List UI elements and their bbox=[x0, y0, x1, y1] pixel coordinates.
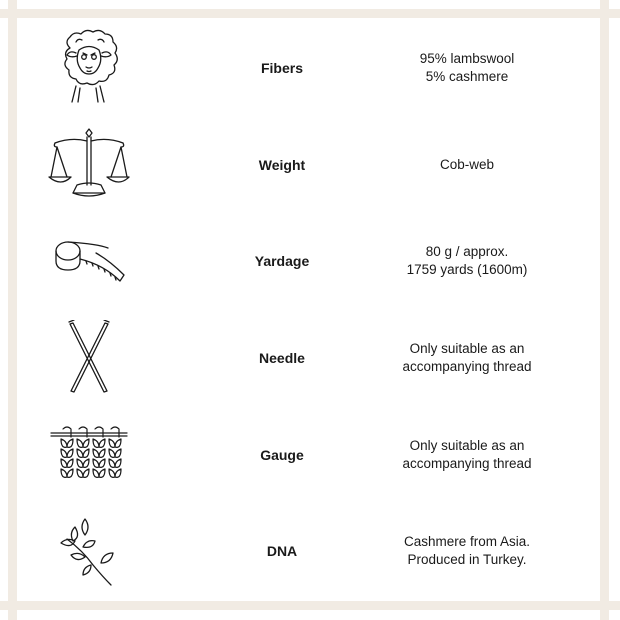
spec-value bbox=[382, 407, 552, 503]
spec-value bbox=[382, 117, 552, 213]
spec-label: Weight bbox=[258, 157, 306, 173]
spec-value-line: 80 g / approx. bbox=[425, 244, 509, 259]
spec-row-needle bbox=[17, 310, 600, 406]
knitting-needles-icon bbox=[47, 310, 131, 406]
spec-label: Fibers bbox=[260, 60, 303, 76]
frame-bottom-border bbox=[0, 601, 620, 610]
spec-value bbox=[382, 213, 552, 309]
spec-value-line: 1759 yards (1600m) bbox=[406, 262, 528, 277]
leaf-branch-icon bbox=[47, 503, 131, 599]
spec-value bbox=[382, 310, 552, 406]
spec-label: Needle bbox=[259, 350, 305, 366]
spec-value-line: Produced in Turkey. bbox=[407, 552, 527, 567]
spec-value-line: Only suitable as an bbox=[409, 341, 525, 356]
frame-top-border bbox=[0, 9, 620, 18]
spec-row-yardage bbox=[17, 213, 600, 309]
spec-label: Gauge bbox=[260, 447, 304, 463]
spec-label: DNA bbox=[266, 543, 298, 559]
frame-left-border bbox=[8, 0, 17, 620]
spec-value-line: Only suitable as an bbox=[409, 438, 525, 453]
spec-row-gauge bbox=[17, 407, 600, 503]
spec-row-weight bbox=[17, 117, 600, 213]
spec-value-line: Cob-web bbox=[439, 157, 495, 172]
spec-value-line: 5% cashmere bbox=[425, 69, 509, 84]
sheep-icon bbox=[47, 20, 131, 116]
frame-right-border bbox=[600, 0, 609, 620]
spec-row-dna bbox=[17, 503, 600, 599]
spec-value-line: Cashmere from Asia. bbox=[403, 534, 531, 549]
spec-label: Yardage bbox=[254, 253, 310, 269]
spec-value bbox=[382, 503, 552, 599]
spec-value bbox=[382, 20, 552, 116]
spec-value-line: accompanying thread bbox=[402, 359, 532, 374]
measuring-tape-icon bbox=[47, 213, 131, 309]
knit-stitches-icon bbox=[47, 407, 131, 503]
spec-value-line: accompanying thread bbox=[402, 456, 532, 471]
scale-icon bbox=[47, 117, 131, 213]
spec-value-line: 95% lambswool bbox=[419, 51, 515, 66]
spec-row-fibers bbox=[17, 20, 600, 116]
